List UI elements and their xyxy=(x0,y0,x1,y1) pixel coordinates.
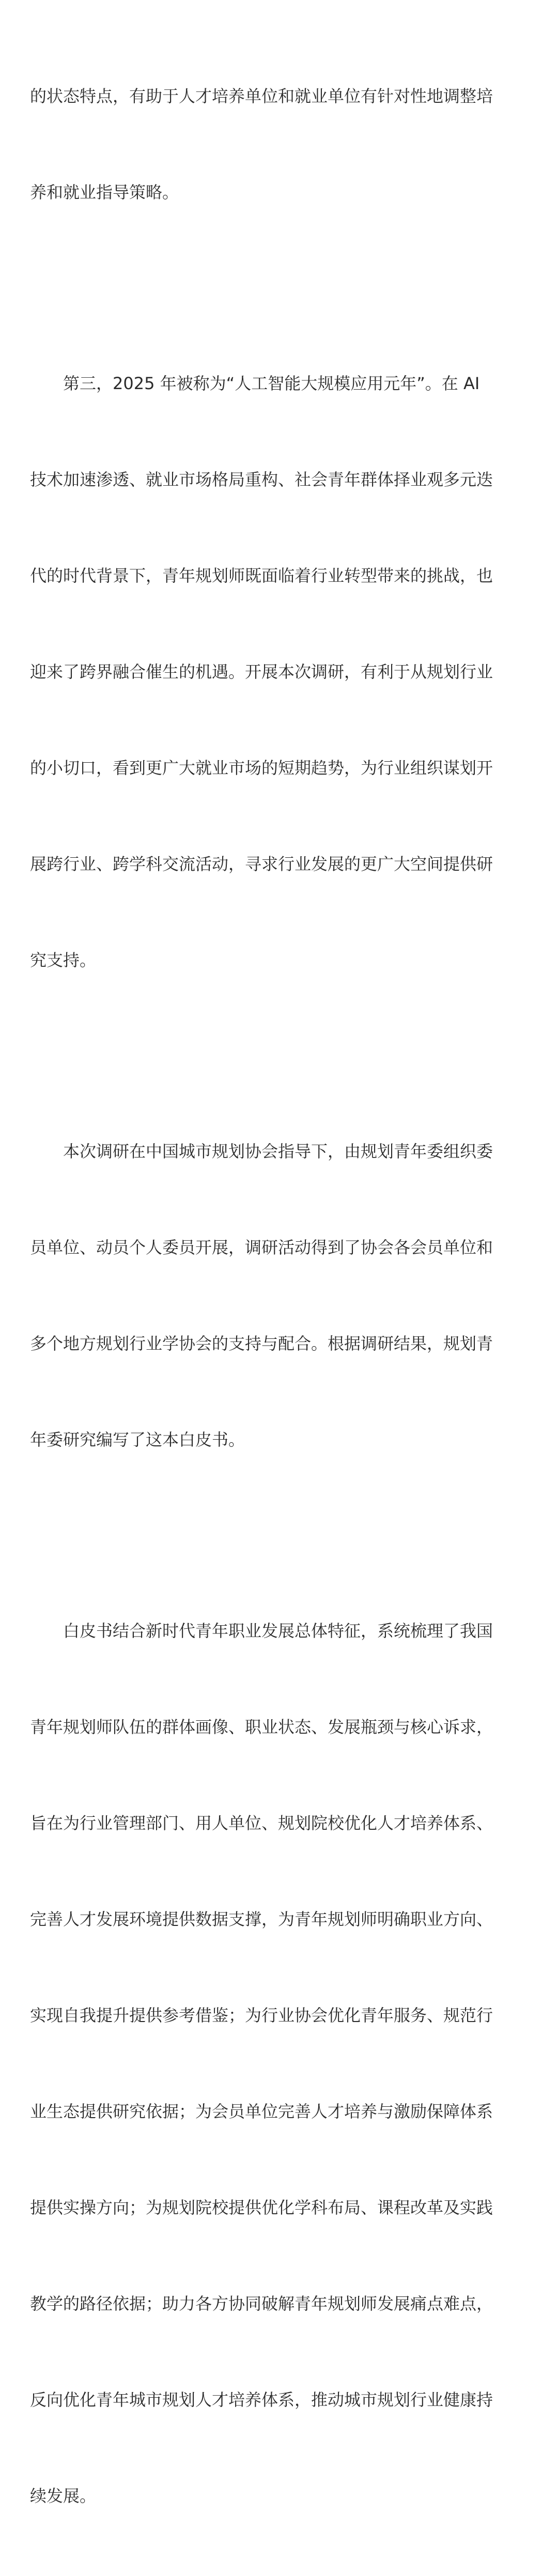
paragraph-1 xyxy=(30,16,528,272)
paragraph-line: 技术加速渗透、就业市场格局重构、社会青年群体择业观多元迭 xyxy=(30,470,493,489)
paragraph-3 xyxy=(30,1071,528,1520)
paragraph-line: 多个地方规划行业学协会的支持与配合。根据调研结果，规划青 xyxy=(30,1334,493,1353)
paragraph-line: 展跨行业、跨学科交流活动，寻求行业发展的更广大空间提供研 xyxy=(30,854,493,874)
paragraph-line: 养和就业指导策略。 xyxy=(30,182,179,202)
paragraph-line: 员单位、动员个人委员开展，调研活动得到了协会各会员单位和 xyxy=(30,1238,493,1257)
paragraph-line: 白皮书结合新时代青年职业发展总体特征，系统梳理了我国 xyxy=(63,1621,493,1641)
paragraph-line: 究支持。 xyxy=(30,950,97,970)
paragraph-line: 迎来了跨界融合催生的机遇。开展本次调研，有利于从规划行业 xyxy=(30,662,493,682)
paragraph-line: 教学的路径依据；助力各方协同破解青年规划师发展痛点难点， xyxy=(30,2294,493,2313)
paragraph-2 xyxy=(30,303,528,1040)
paragraph-line: 第三，2025 年被称为“人工智能大规模应用元年”。在 AI xyxy=(63,374,480,393)
paragraph-4 xyxy=(30,1551,528,2576)
paragraph-gap xyxy=(30,1520,528,1551)
paragraph-line: 实现自我提升提供参考借鉴；为行业协会优化青年服务、规范行 xyxy=(30,2006,493,2025)
paragraph-line: 本次调研在中国城市规划协会指导下，由规划青年委组织委 xyxy=(63,1142,493,1161)
paragraph-line: 年委研究编写了这本白皮书。 xyxy=(30,1430,245,1449)
paragraph-line: 提供实操方向；为规划院校提供优化学科布局、课程改革及实践 xyxy=(30,2198,493,2217)
paragraph-line: 青年规划师队伍的群体画像、职业状态、发展瓶颈与核心诉求， xyxy=(30,1717,493,1737)
paragraph-gap xyxy=(30,272,528,303)
paragraph-line: 的小切口，看到更广大就业市场的短期趋势，为行业组织谋划开 xyxy=(30,758,493,778)
paragraph-line: 旨在为行业管理部门、用人单位、规划院校优化人才培养体系、 xyxy=(30,1813,493,1833)
paragraph-line: 完善人才发展环境提供数据支撑，为青年规划师明确职业方向、 xyxy=(30,1909,493,1929)
paragraph-line: 续发展。 xyxy=(30,2486,97,2506)
paragraph-line: 的状态特点，有助于人才培养单位和就业单位有针对性地调整培 xyxy=(30,86,493,106)
paragraph-line: 反向优化青年城市规划人才培养体系，推动城市规划行业健康持 xyxy=(30,2390,493,2410)
paragraph-line: 业生态提供研究依据；为会员单位完善人才培养与激励保障体系 xyxy=(30,2102,493,2121)
paragraph-line: 代的时代背景下，青年规划师既面临着行业转型带来的挑战，也 xyxy=(30,566,493,585)
paragraph-gap xyxy=(30,1040,528,1071)
